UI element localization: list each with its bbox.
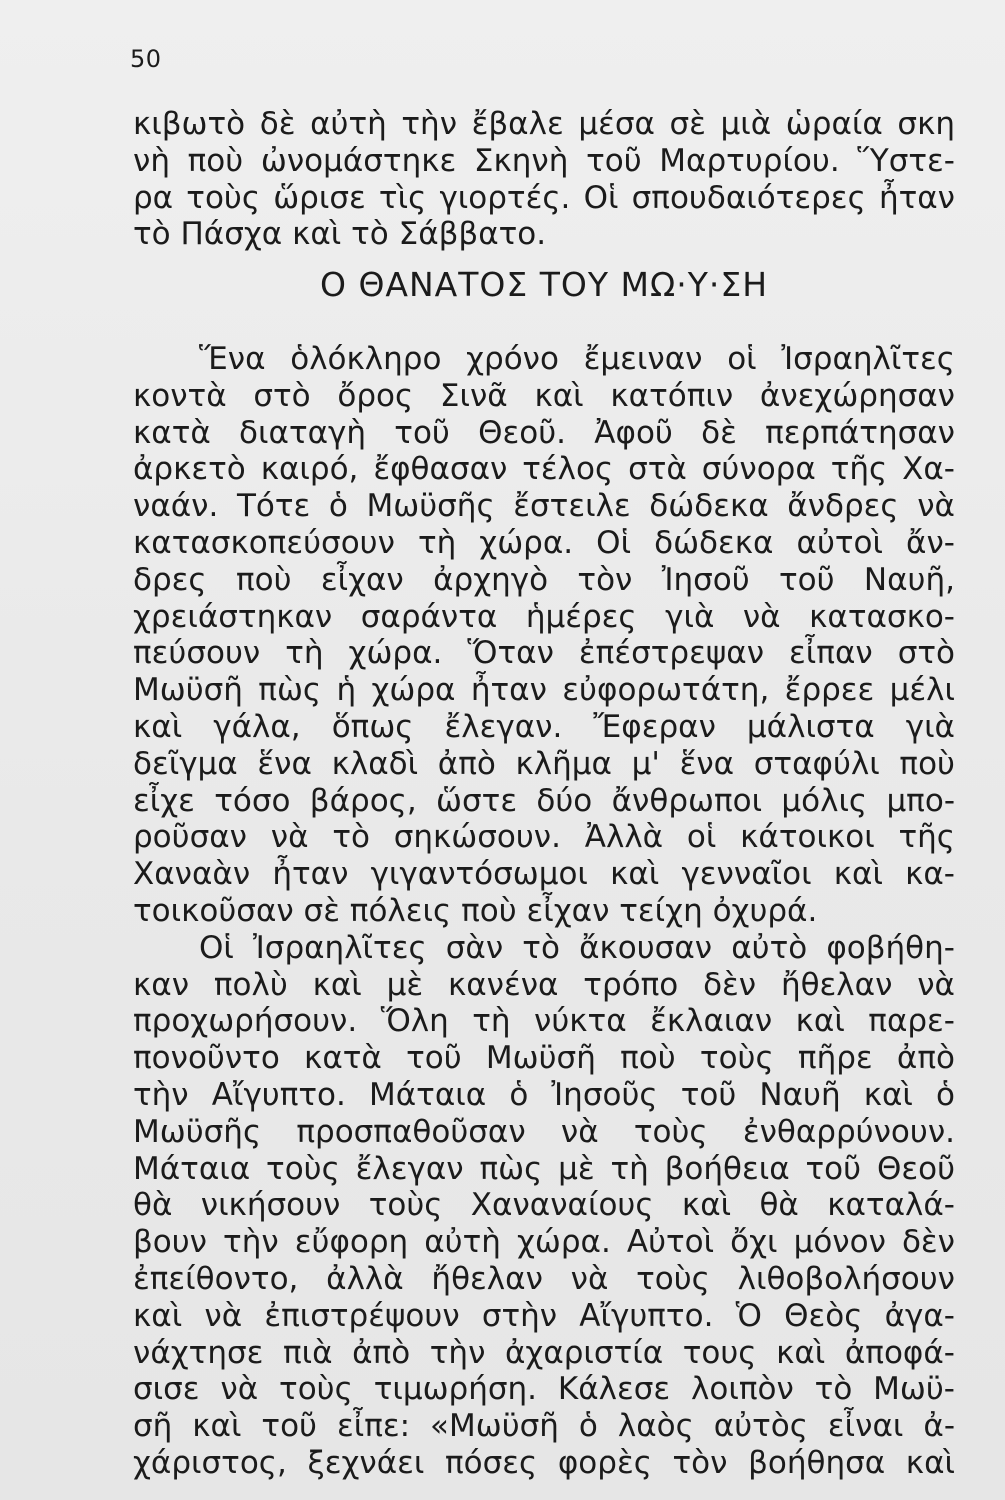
text-line: χάριστος, ξεχνάει πόσες φορὲς τὸν βοήθησα καὶ <box>133 1444 955 1481</box>
text-line: πεύσουν τὴ χώρα. Ὅταν ἐπέστρεψαν εἶπαν στὸ <box>133 635 955 672</box>
page-number: 50 <box>130 45 162 73</box>
text-line: βουν τὴν εὔφορη αὐτὴ χώρα. Αὐτοὶ ὄχι μόνον δὲν <box>133 1224 955 1261</box>
text-line: καν πολὺ καὶ μὲ κανένα τρόπο δὲν ἤθελαν νὰ <box>133 966 955 1003</box>
text-line: ναάν. Τότε ὁ Μωϋσῆς ἔστειλε δώδεκα ἄνδρες νὰ <box>133 488 955 525</box>
text-line: Οἱ Ἰσραηλῖτες σὰν τὸ ἄκουσαν αὐτὸ φοβήθη- <box>199 929 955 966</box>
text-line: εἶχε τόσο βάρος, ὥστε δύο ἄνθρωποι μόλις μπο- <box>133 782 955 819</box>
text-line: κιβωτὸ δὲ αὐτὴ τὴν ἔβαλε μέσα σὲ μιὰ ὡραία σκη <box>133 106 955 142</box>
text-line: προχωρήσουν. Ὅλη τὴ νύκτα ἔκλαιαν καὶ παρε- <box>133 1003 955 1040</box>
text-line: Μωϋσῆς προσπαθοῦσαν νὰ τοὺς ἐνθαρρύνουν. <box>133 1113 955 1150</box>
section-title: Ο ΘΑΝΑΤΟΣ ΤΟΥ ΜΩ·Υ·ΣΗ <box>319 265 769 304</box>
text-line: κοντὰ στὸ ὄρος Σινᾶ καὶ κατόπιν ἀνεχώρησαν <box>133 377 955 414</box>
text-line: κατασκοπεύσουν τὴ χώρα. Οἱ δώδεκα αὐτοὶ ἄν- <box>133 524 955 561</box>
text-line: δεῖγμα ἕνα κλαδὶ ἀπὸ κλῆμα μ' ἕνα σταφύλι ποὺ <box>133 745 955 782</box>
text-line: Μωϋσῆ πὼς ἡ χώρα ἦταν εὐφορωτάτη, ἔρρεε μέλι <box>133 672 955 709</box>
text-line: ροῦσαν νὰ τὸ σηκώσουν. Ἀλλὰ οἱ κάτοικοι τῆς <box>133 819 955 856</box>
text-line: καὶ νὰ ἐπιστρέψουν στὴν Αἴγυπτο. Ὁ Θεὸς ἀγα- <box>133 1297 955 1334</box>
text-line: κατὰ διαταγὴ τοῦ Θεοῦ. Ἀφοῦ δὲ περπάτησαν <box>133 414 955 451</box>
text-line: νὴ ποὺ ὠνομάστηκε Σκηνὴ τοῦ Μαρτυρίου. Ὕστε- <box>133 142 955 179</box>
text-line: Ἕνα ὁλόκληρο χρόνο ἔμειναν οἱ Ἰσραηλῖτες <box>199 341 955 377</box>
text-line: ἀρκετὸ καιρό, ἔφθασαν τέλος στὰ σύνορα τῆς Χα- <box>133 451 955 488</box>
text-line: ρα τοὺς ὥρισε τὶς γιορτές. Οἱ σπουδαιότερες ἦταν <box>133 179 955 216</box>
text-line: πονοῦντο κατὰ τοῦ Μωϋσῆ ποὺ τοὺς πῆρε ἀπὸ <box>133 1040 955 1077</box>
text-line: δρες ποὺ εἶχαν ἀρχηγὸ τὸν Ἰησοῦ τοῦ Ναυῆ, <box>133 561 955 598</box>
text-line: θὰ νικήσουν τοὺς Χαναναίους καὶ θὰ καταλά- <box>133 1187 955 1224</box>
main-text <box>133 341 955 1482</box>
text-line: τὴν Αἴγυπτο. Μάταια ὁ Ἰησοῦς τοῦ Ναυῆ καὶ ὁ <box>133 1076 955 1113</box>
text-line: Χαναὰν ἦταν γιγαντόσωμοι καὶ γενναῖοι καὶ κα- <box>133 856 955 893</box>
text-line: χρειάστηκαν σαράντα ἡμέρες γιὰ νὰ κατασκο- <box>133 598 955 635</box>
text-line: τοικοῦσαν σὲ πόλεις ποὺ εἶχαν τείχη ὀχυρά. <box>133 892 818 929</box>
text-line: ἐπείθοντο, ἀλλὰ ἤθελαν νὰ τοὺς λιθοβολήσουν <box>133 1260 955 1297</box>
text-line: σῆ καὶ τοῦ εἶπε: «Μωϋσῆ ὁ λαὸς αὐτὸς εἶναι ἀ- <box>133 1408 955 1445</box>
opening-paragraph <box>133 106 955 253</box>
text-line: τὸ Πάσχα καὶ τὸ Σάββατο. <box>133 216 547 253</box>
text-line: καὶ γάλα, ὅπως ἔλεγαν. Ἔφεραν μάλιστα γιὰ <box>133 708 955 745</box>
text-line: Μάταια τοὺς ἔλεγαν πὼς μὲ τὴ βοήθεια τοῦ Θεοῦ <box>133 1150 955 1187</box>
text-line: σισε νὰ τοὺς τιμωρήση. Κάλεσε λοιπὸν τὸ Μωϋ- <box>133 1371 955 1408</box>
text-line: νάχτησε πιὰ ἀπὸ τὴν ἀχαριστία τους καὶ ἀποφά- <box>133 1334 955 1371</box>
